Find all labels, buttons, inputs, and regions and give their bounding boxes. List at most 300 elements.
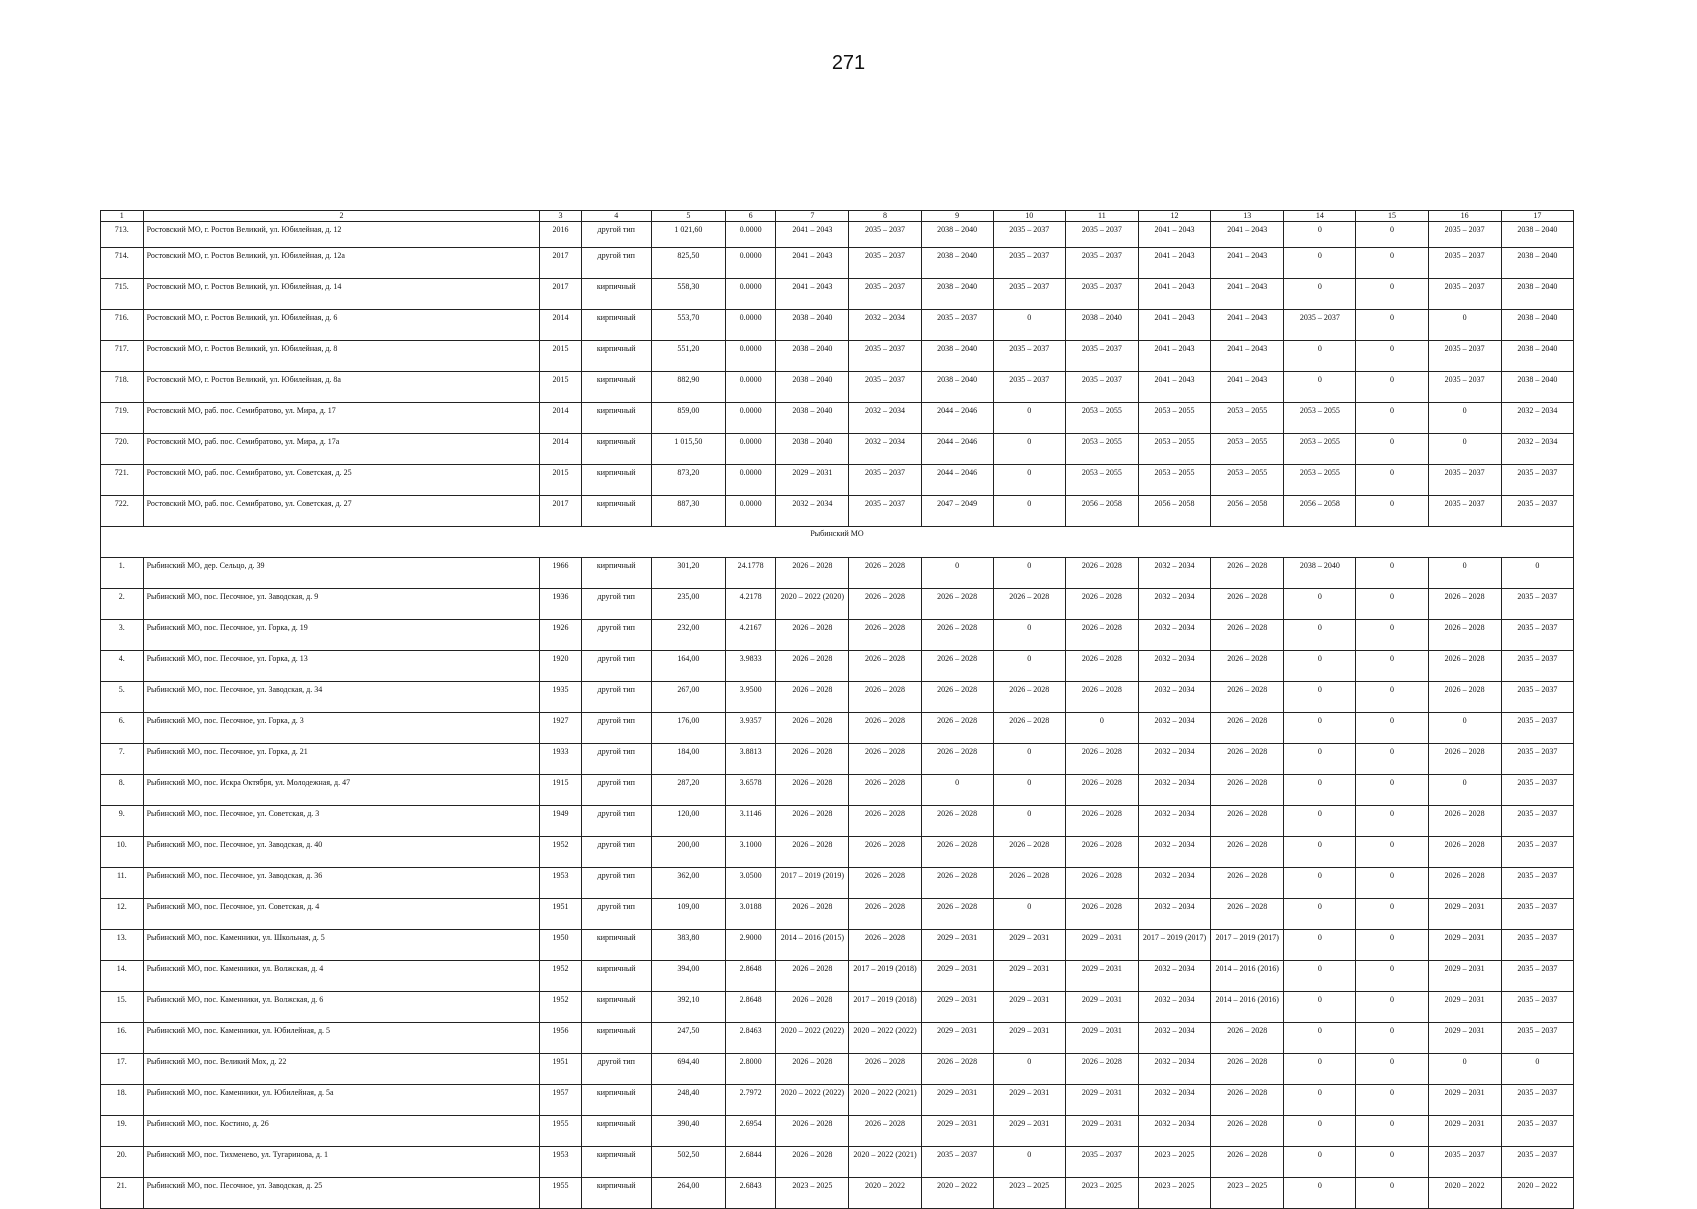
cell-col-10: 0 <box>993 620 1065 651</box>
cell-col-14: 0 <box>1284 744 1356 775</box>
cell-col-14: 0 <box>1284 713 1356 744</box>
cell-col-3: 1935 <box>540 682 582 713</box>
cell-col-14: 0 <box>1284 961 1356 992</box>
cell-col-16: 2035 – 2037 <box>1428 1147 1501 1178</box>
cell-col-12: 2056 – 2058 <box>1138 496 1210 527</box>
column-number-8: 8 <box>849 211 921 222</box>
cell-col-15: 0 <box>1356 806 1428 837</box>
table-row <box>101 713 1574 744</box>
cell-col-17: 2038 – 2040 <box>1501 222 1573 248</box>
cell-col-12: 2032 – 2034 <box>1138 558 1210 589</box>
cell-col-11: 2035 – 2037 <box>1065 222 1138 248</box>
cell-col-4: кирпичный <box>581 1147 651 1178</box>
cell-col-16: 2029 – 2031 <box>1428 992 1501 1023</box>
cell-col-3: 1920 <box>540 651 582 682</box>
cell-col-14: 0 <box>1284 1147 1356 1178</box>
cell-col-16: 2020 – 2022 <box>1428 1178 1501 1209</box>
cell-col-11: 2026 – 2028 <box>1065 620 1138 651</box>
cell-col-16: 2035 – 2037 <box>1428 372 1501 403</box>
table-row <box>101 806 1574 837</box>
cell-col-8: 2035 – 2037 <box>849 341 921 372</box>
cell-col-12: 2032 – 2034 <box>1138 1023 1210 1054</box>
cell-col-5: 859,00 <box>651 403 725 434</box>
cell-col-12: 2032 – 2034 <box>1138 961 1210 992</box>
row-number-cell: 721. <box>101 465 144 496</box>
cell-col-9: 2029 – 2031 <box>921 961 993 992</box>
cell-col-9: 2026 – 2028 <box>921 806 993 837</box>
cell-col-5: 287,20 <box>651 775 725 806</box>
cell-col-7: 2026 – 2028 <box>776 899 849 930</box>
cell-col-6: 3.1146 <box>726 806 776 837</box>
cell-col-10: 0 <box>993 558 1065 589</box>
cell-col-15: 0 <box>1356 341 1428 372</box>
cell-col-9: 2044 – 2046 <box>921 403 993 434</box>
cell-col-9: 2029 – 2031 <box>921 1085 993 1116</box>
cell-col-4: кирпичный <box>581 1023 651 1054</box>
cell-col-11: 2023 – 2025 <box>1065 1178 1138 1209</box>
cell-col-9: 2038 – 2040 <box>921 341 993 372</box>
cell-col-9: 2026 – 2028 <box>921 1054 993 1085</box>
cell-col-13: 2014 – 2016 (2016) <box>1211 992 1284 1023</box>
column-number-13: 13 <box>1211 211 1284 222</box>
cell-col-3: 2015 <box>540 465 582 496</box>
cell-col-12: 2032 – 2034 <box>1138 620 1210 651</box>
cell-col-8: 2026 – 2028 <box>849 837 921 868</box>
cell-col-15: 0 <box>1356 992 1428 1023</box>
cell-col-9: 2026 – 2028 <box>921 713 993 744</box>
cell-col-7: 2026 – 2028 <box>776 1054 849 1085</box>
row-number-cell: 3. <box>101 620 144 651</box>
cell-col-17: 2035 – 2037 <box>1501 837 1573 868</box>
row-number-cell: 717. <box>101 341 144 372</box>
cell-col-3: 1951 <box>540 1054 582 1085</box>
cell-col-10: 0 <box>993 1054 1065 1085</box>
cell-col-5: 694,40 <box>651 1054 725 1085</box>
column-number-16: 16 <box>1428 211 1501 222</box>
cell-col-16: 0 <box>1428 403 1501 434</box>
cell-col-4: другой тип <box>581 775 651 806</box>
cell-col-15: 0 <box>1356 403 1428 434</box>
cell-col-14: 2053 – 2055 <box>1284 465 1356 496</box>
cell-col-9: 2038 – 2040 <box>921 222 993 248</box>
cell-col-15: 0 <box>1356 961 1428 992</box>
cell-col-16: 0 <box>1428 310 1501 341</box>
cell-col-15: 0 <box>1356 682 1428 713</box>
cell-col-9: 2035 – 2037 <box>921 310 993 341</box>
cell-col-15: 0 <box>1356 279 1428 310</box>
column-number-11: 11 <box>1065 211 1138 222</box>
row-number-cell: 16. <box>101 1023 144 1054</box>
cell-col-6: 2.8648 <box>726 992 776 1023</box>
cell-col-7: 2020 – 2022 (2022) <box>776 1023 849 1054</box>
cell-col-7: 2026 – 2028 <box>776 961 849 992</box>
cell-col-9: 2026 – 2028 <box>921 868 993 899</box>
cell-col-3: 1952 <box>540 961 582 992</box>
cell-col-3: 2017 <box>540 279 582 310</box>
cell-col-14: 0 <box>1284 620 1356 651</box>
cell-col-6: 3.0500 <box>726 868 776 899</box>
cell-col-9: 2038 – 2040 <box>921 372 993 403</box>
table-row <box>101 1023 1574 1054</box>
cell-col-5: 882,90 <box>651 372 725 403</box>
table-row <box>101 1147 1574 1178</box>
cell-col-14: 0 <box>1284 775 1356 806</box>
cell-col-16: 0 <box>1428 775 1501 806</box>
cell-col-7: 2017 – 2019 (2019) <box>776 868 849 899</box>
cell-col-4: другой тип <box>581 651 651 682</box>
row-number-cell: 17. <box>101 1054 144 1085</box>
cell-col-7: 2029 – 2031 <box>776 465 849 496</box>
row-number-cell: 722. <box>101 496 144 527</box>
cell-col-9: 2035 – 2037 <box>921 1147 993 1178</box>
row-number-cell: 18. <box>101 1085 144 1116</box>
table-row <box>101 1054 1574 1085</box>
cell-col-7: 2026 – 2028 <box>776 992 849 1023</box>
cell-col-7: 2026 – 2028 <box>776 775 849 806</box>
cell-col-12: 2041 – 2043 <box>1138 222 1210 248</box>
table-row <box>101 775 1574 806</box>
cell-col-6: 2.6843 <box>726 1178 776 1209</box>
cell-col-5: 109,00 <box>651 899 725 930</box>
cell-col-7: 2026 – 2028 <box>776 651 849 682</box>
cell-col-3: 2015 <box>540 372 582 403</box>
address-cell: Ростовский МО, г. Ростов Великий, ул. Юбилейная, д. 6 <box>143 310 540 341</box>
row-number-cell: 10. <box>101 837 144 868</box>
cell-col-17: 2020 – 2022 <box>1501 1178 1573 1209</box>
column-number-7: 7 <box>776 211 849 222</box>
cell-col-14: 2053 – 2055 <box>1284 434 1356 465</box>
cell-col-15: 0 <box>1356 589 1428 620</box>
cell-col-5: 887,30 <box>651 496 725 527</box>
row-number-cell: 714. <box>101 248 144 279</box>
cell-col-7: 2041 – 2043 <box>776 222 849 248</box>
cell-col-17: 2035 – 2037 <box>1501 713 1573 744</box>
cell-col-13: 2026 – 2028 <box>1211 1054 1284 1085</box>
cell-col-17: 2035 – 2037 <box>1501 1085 1573 1116</box>
cell-col-4: кирпичный <box>581 961 651 992</box>
cell-col-8: 2017 – 2019 (2018) <box>849 992 921 1023</box>
page-number: 271 <box>831 52 866 74</box>
cell-col-11: 2035 – 2037 <box>1065 341 1138 372</box>
row-number-cell: 8. <box>101 775 144 806</box>
cell-col-12: 2032 – 2034 <box>1138 1085 1210 1116</box>
cell-col-12: 2032 – 2034 <box>1138 682 1210 713</box>
cell-col-14: 0 <box>1284 372 1356 403</box>
cell-col-14: 0 <box>1284 899 1356 930</box>
cell-col-16: 2029 – 2031 <box>1428 930 1501 961</box>
cell-col-4: кирпичный <box>581 558 651 589</box>
cell-col-9: 0 <box>921 558 993 589</box>
cell-col-3: 1953 <box>540 868 582 899</box>
cell-col-14: 0 <box>1284 1023 1356 1054</box>
cell-col-5: 200,00 <box>651 837 725 868</box>
cell-col-16: 2029 – 2031 <box>1428 1085 1501 1116</box>
cell-col-7: 2038 – 2040 <box>776 310 849 341</box>
table-row <box>101 1178 1574 1209</box>
cell-col-9: 2044 – 2046 <box>921 465 993 496</box>
cell-col-8: 2020 – 2022 (2021) <box>849 1147 921 1178</box>
cell-col-3: 1953 <box>540 1147 582 1178</box>
cell-col-13: 2026 – 2028 <box>1211 1023 1284 1054</box>
cell-col-9: 2026 – 2028 <box>921 744 993 775</box>
address-cell: Рыбинский МО, пос. Песочное, ул. Заводская, д. 40 <box>143 837 540 868</box>
cell-col-8: 2035 – 2037 <box>849 372 921 403</box>
cell-col-14: 0 <box>1284 279 1356 310</box>
column-number-2: 2 <box>143 211 540 222</box>
table-row <box>101 248 1574 279</box>
cell-col-16: 2035 – 2037 <box>1428 248 1501 279</box>
cell-col-14: 0 <box>1284 341 1356 372</box>
cell-col-17: 2035 – 2037 <box>1501 899 1573 930</box>
column-number-14: 14 <box>1284 211 1356 222</box>
cell-col-11: 2029 – 2031 <box>1065 930 1138 961</box>
cell-col-6: 0.0000 <box>726 465 776 496</box>
cell-col-12: 2032 – 2034 <box>1138 1116 1210 1147</box>
cell-col-16: 2026 – 2028 <box>1428 868 1501 899</box>
cell-col-17: 2032 – 2034 <box>1501 434 1573 465</box>
cell-col-8: 2020 – 2022 (2021) <box>849 1085 921 1116</box>
cell-col-13: 2026 – 2028 <box>1211 868 1284 899</box>
cell-col-9: 2026 – 2028 <box>921 589 993 620</box>
cell-col-14: 2038 – 2040 <box>1284 558 1356 589</box>
cell-col-14: 0 <box>1284 651 1356 682</box>
row-number-cell: 718. <box>101 372 144 403</box>
cell-col-6: 2.7972 <box>726 1085 776 1116</box>
cell-col-10: 2029 – 2031 <box>993 1023 1065 1054</box>
cell-col-10: 2029 – 2031 <box>993 1085 1065 1116</box>
cell-col-5: 264,00 <box>651 1178 725 1209</box>
cell-col-16: 0 <box>1428 713 1501 744</box>
cell-col-14: 0 <box>1284 1178 1356 1209</box>
cell-col-6: 3.9833 <box>726 651 776 682</box>
table-row <box>101 403 1574 434</box>
cell-col-16: 2026 – 2028 <box>1428 589 1501 620</box>
cell-col-11: 2026 – 2028 <box>1065 868 1138 899</box>
cell-col-11: 2026 – 2028 <box>1065 1054 1138 1085</box>
address-cell: Рыбинский МО, пос. Каменники, ул. Школьная, д. 5 <box>143 930 540 961</box>
cell-col-8: 2026 – 2028 <box>849 806 921 837</box>
table-row <box>101 1085 1574 1116</box>
cell-col-15: 0 <box>1356 558 1428 589</box>
cell-col-16: 2029 – 2031 <box>1428 1116 1501 1147</box>
cell-col-15: 0 <box>1356 651 1428 682</box>
cell-col-11: 2029 – 2031 <box>1065 992 1138 1023</box>
cell-col-10: 0 <box>993 1147 1065 1178</box>
cell-col-12: 2032 – 2034 <box>1138 744 1210 775</box>
cell-col-13: 2026 – 2028 <box>1211 558 1284 589</box>
cell-col-17: 2035 – 2037 <box>1501 992 1573 1023</box>
cell-col-13: 2026 – 2028 <box>1211 837 1284 868</box>
cell-col-10: 2026 – 2028 <box>993 682 1065 713</box>
cell-col-13: 2041 – 2043 <box>1211 248 1284 279</box>
table-row <box>101 961 1574 992</box>
address-cell: Рыбинский МО, пос. Песочное, ул. Заводская, д. 9 <box>143 589 540 620</box>
cell-col-10: 2023 – 2025 <box>993 1178 1065 1209</box>
cell-col-15: 0 <box>1356 1147 1428 1178</box>
cell-col-3: 1927 <box>540 713 582 744</box>
cell-col-16: 2026 – 2028 <box>1428 682 1501 713</box>
cell-col-4: другой тип <box>581 868 651 899</box>
row-number-cell: 4. <box>101 651 144 682</box>
cell-col-7: 2026 – 2028 <box>776 837 849 868</box>
cell-col-8: 2026 – 2028 <box>849 589 921 620</box>
cell-col-6: 0.0000 <box>726 248 776 279</box>
table-row <box>101 1116 1574 1147</box>
cell-col-17: 2035 – 2037 <box>1501 961 1573 992</box>
cell-col-13: 2053 – 2055 <box>1211 465 1284 496</box>
cell-col-6: 3.1000 <box>726 837 776 868</box>
cell-col-8: 2035 – 2037 <box>849 248 921 279</box>
cell-col-10: 0 <box>993 806 1065 837</box>
cell-col-15: 0 <box>1356 620 1428 651</box>
cell-col-10: 2035 – 2037 <box>993 279 1065 310</box>
cell-col-3: 1957 <box>540 1085 582 1116</box>
cell-col-12: 2032 – 2034 <box>1138 651 1210 682</box>
row-number-cell: 20. <box>101 1147 144 1178</box>
address-cell: Рыбинский МО, пос. Песочное, ул. Горка, д. 19 <box>143 620 540 651</box>
cell-col-3: 1955 <box>540 1116 582 1147</box>
cell-col-10: 2035 – 2037 <box>993 372 1065 403</box>
cell-col-11: 2035 – 2037 <box>1065 1147 1138 1178</box>
row-number-cell: 15. <box>101 992 144 1023</box>
cell-col-12: 2032 – 2034 <box>1138 589 1210 620</box>
schedule-table <box>100 210 1574 1209</box>
cell-col-6: 2.6844 <box>726 1147 776 1178</box>
cell-col-13: 2017 – 2019 (2017) <box>1211 930 1284 961</box>
cell-col-11: 2053 – 2055 <box>1065 403 1138 434</box>
cell-col-8: 2020 – 2022 <box>849 1178 921 1209</box>
cell-col-10: 0 <box>993 310 1065 341</box>
address-cell: Рыбинский МО, пос. Костино, д. 26 <box>143 1116 540 1147</box>
cell-col-17: 2035 – 2037 <box>1501 806 1573 837</box>
cell-col-5: 394,00 <box>651 961 725 992</box>
cell-col-5: 383,80 <box>651 930 725 961</box>
cell-col-7: 2038 – 2040 <box>776 341 849 372</box>
address-cell: Рыбинский МО, пос. Каменники, ул. Юбилейная, д. 5а <box>143 1085 540 1116</box>
cell-col-9: 2026 – 2028 <box>921 837 993 868</box>
column-number-9: 9 <box>921 211 993 222</box>
cell-col-17: 2035 – 2037 <box>1501 496 1573 527</box>
cell-col-12: 2017 – 2019 (2017) <box>1138 930 1210 961</box>
address-cell: Рыбинский МО, пос. Каменники, ул. Волжская, д. 4 <box>143 961 540 992</box>
column-number-4: 4 <box>581 211 651 222</box>
cell-col-8: 2026 – 2028 <box>849 682 921 713</box>
cell-col-8: 2026 – 2028 <box>849 899 921 930</box>
cell-col-13: 2023 – 2025 <box>1211 1178 1284 1209</box>
cell-col-15: 0 <box>1356 930 1428 961</box>
cell-col-17: 2035 – 2037 <box>1501 1023 1573 1054</box>
cell-col-9: 2020 – 2022 <box>921 1178 993 1209</box>
cell-col-3: 2015 <box>540 341 582 372</box>
cell-col-9: 2026 – 2028 <box>921 682 993 713</box>
cell-col-4: кирпичный <box>581 465 651 496</box>
cell-col-15: 0 <box>1356 868 1428 899</box>
cell-col-8: 2026 – 2028 <box>849 930 921 961</box>
cell-col-9: 2026 – 2028 <box>921 620 993 651</box>
cell-col-8: 2026 – 2028 <box>849 620 921 651</box>
cell-col-17: 2038 – 2040 <box>1501 310 1573 341</box>
address-cell: Рыбинский МО, пос. Песочное, ул. Горка, д. 13 <box>143 651 540 682</box>
address-cell: Ростовский МО, г. Ростов Великий, ул. Юбилейная, д. 8а <box>143 372 540 403</box>
cell-col-8: 2026 – 2028 <box>849 558 921 589</box>
cell-col-4: другой тип <box>581 713 651 744</box>
cell-col-13: 2026 – 2028 <box>1211 682 1284 713</box>
cell-col-5: 1 015,50 <box>651 434 725 465</box>
cell-col-7: 2041 – 2043 <box>776 248 849 279</box>
cell-col-12: 2032 – 2034 <box>1138 899 1210 930</box>
cell-col-17: 2035 – 2037 <box>1501 620 1573 651</box>
cell-col-10: 2035 – 2037 <box>993 248 1065 279</box>
cell-col-9: 2026 – 2028 <box>921 899 993 930</box>
table-row <box>101 589 1574 620</box>
address-cell: Ростовский МО, раб. пос. Семибратово, ул. Советская, д. 27 <box>143 496 540 527</box>
cell-col-4: кирпичный <box>581 1116 651 1147</box>
cell-col-15: 0 <box>1356 310 1428 341</box>
cell-col-16: 2035 – 2037 <box>1428 279 1501 310</box>
cell-col-12: 2041 – 2043 <box>1138 372 1210 403</box>
cell-col-16: 2029 – 2031 <box>1428 1023 1501 1054</box>
row-number-cell: 21. <box>101 1178 144 1209</box>
cell-col-15: 0 <box>1356 372 1428 403</box>
cell-col-5: 267,00 <box>651 682 725 713</box>
cell-col-6: 0.0000 <box>726 372 776 403</box>
cell-col-3: 2014 <box>540 310 582 341</box>
cell-col-11: 2038 – 2040 <box>1065 310 1138 341</box>
cell-col-9: 2029 – 2031 <box>921 930 993 961</box>
cell-col-9: 0 <box>921 775 993 806</box>
cell-col-5: 392,10 <box>651 992 725 1023</box>
cell-col-5: 873,20 <box>651 465 725 496</box>
cell-col-8: 2026 – 2028 <box>849 1116 921 1147</box>
cell-col-3: 1950 <box>540 930 582 961</box>
cell-col-6: 2.6954 <box>726 1116 776 1147</box>
cell-col-12: 2032 – 2034 <box>1138 837 1210 868</box>
cell-col-8: 2035 – 2037 <box>849 496 921 527</box>
cell-col-8: 2026 – 2028 <box>849 713 921 744</box>
cell-col-6: 0.0000 <box>726 496 776 527</box>
cell-col-7: 2026 – 2028 <box>776 744 849 775</box>
cell-col-5: 247,50 <box>651 1023 725 1054</box>
cell-col-14: 0 <box>1284 1116 1356 1147</box>
cell-col-7: 2026 – 2028 <box>776 682 849 713</box>
cell-col-4: другой тип <box>581 589 651 620</box>
cell-col-11: 2029 – 2031 <box>1065 1023 1138 1054</box>
cell-col-16: 2026 – 2028 <box>1428 837 1501 868</box>
cell-col-6: 4.2167 <box>726 620 776 651</box>
address-cell: Рыбинский МО, пос. Великий Мох, д. 22 <box>143 1054 540 1085</box>
cell-col-11: 2029 – 2031 <box>1065 1085 1138 1116</box>
cell-col-3: 1936 <box>540 589 582 620</box>
column-number-1: 1 <box>101 211 144 222</box>
cell-col-6: 2.8648 <box>726 961 776 992</box>
table-row <box>101 620 1574 651</box>
cell-col-4: другой тип <box>581 806 651 837</box>
address-cell: Ростовский МО, г. Ростов Великий, ул. Юбилейная, д. 12а <box>143 248 540 279</box>
cell-col-9: 2029 – 2031 <box>921 1116 993 1147</box>
cell-col-11: 2026 – 2028 <box>1065 775 1138 806</box>
cell-col-15: 0 <box>1356 775 1428 806</box>
cell-col-4: другой тип <box>581 682 651 713</box>
cell-col-11: 2029 – 2031 <box>1065 961 1138 992</box>
cell-col-17: 2035 – 2037 <box>1501 1147 1573 1178</box>
row-number-cell: 9. <box>101 806 144 837</box>
cell-col-6: 3.9357 <box>726 713 776 744</box>
cell-col-15: 0 <box>1356 248 1428 279</box>
cell-col-17: 2035 – 2037 <box>1501 744 1573 775</box>
cell-col-12: 2032 – 2034 <box>1138 992 1210 1023</box>
cell-col-12: 2041 – 2043 <box>1138 310 1210 341</box>
cell-col-16: 2035 – 2037 <box>1428 465 1501 496</box>
